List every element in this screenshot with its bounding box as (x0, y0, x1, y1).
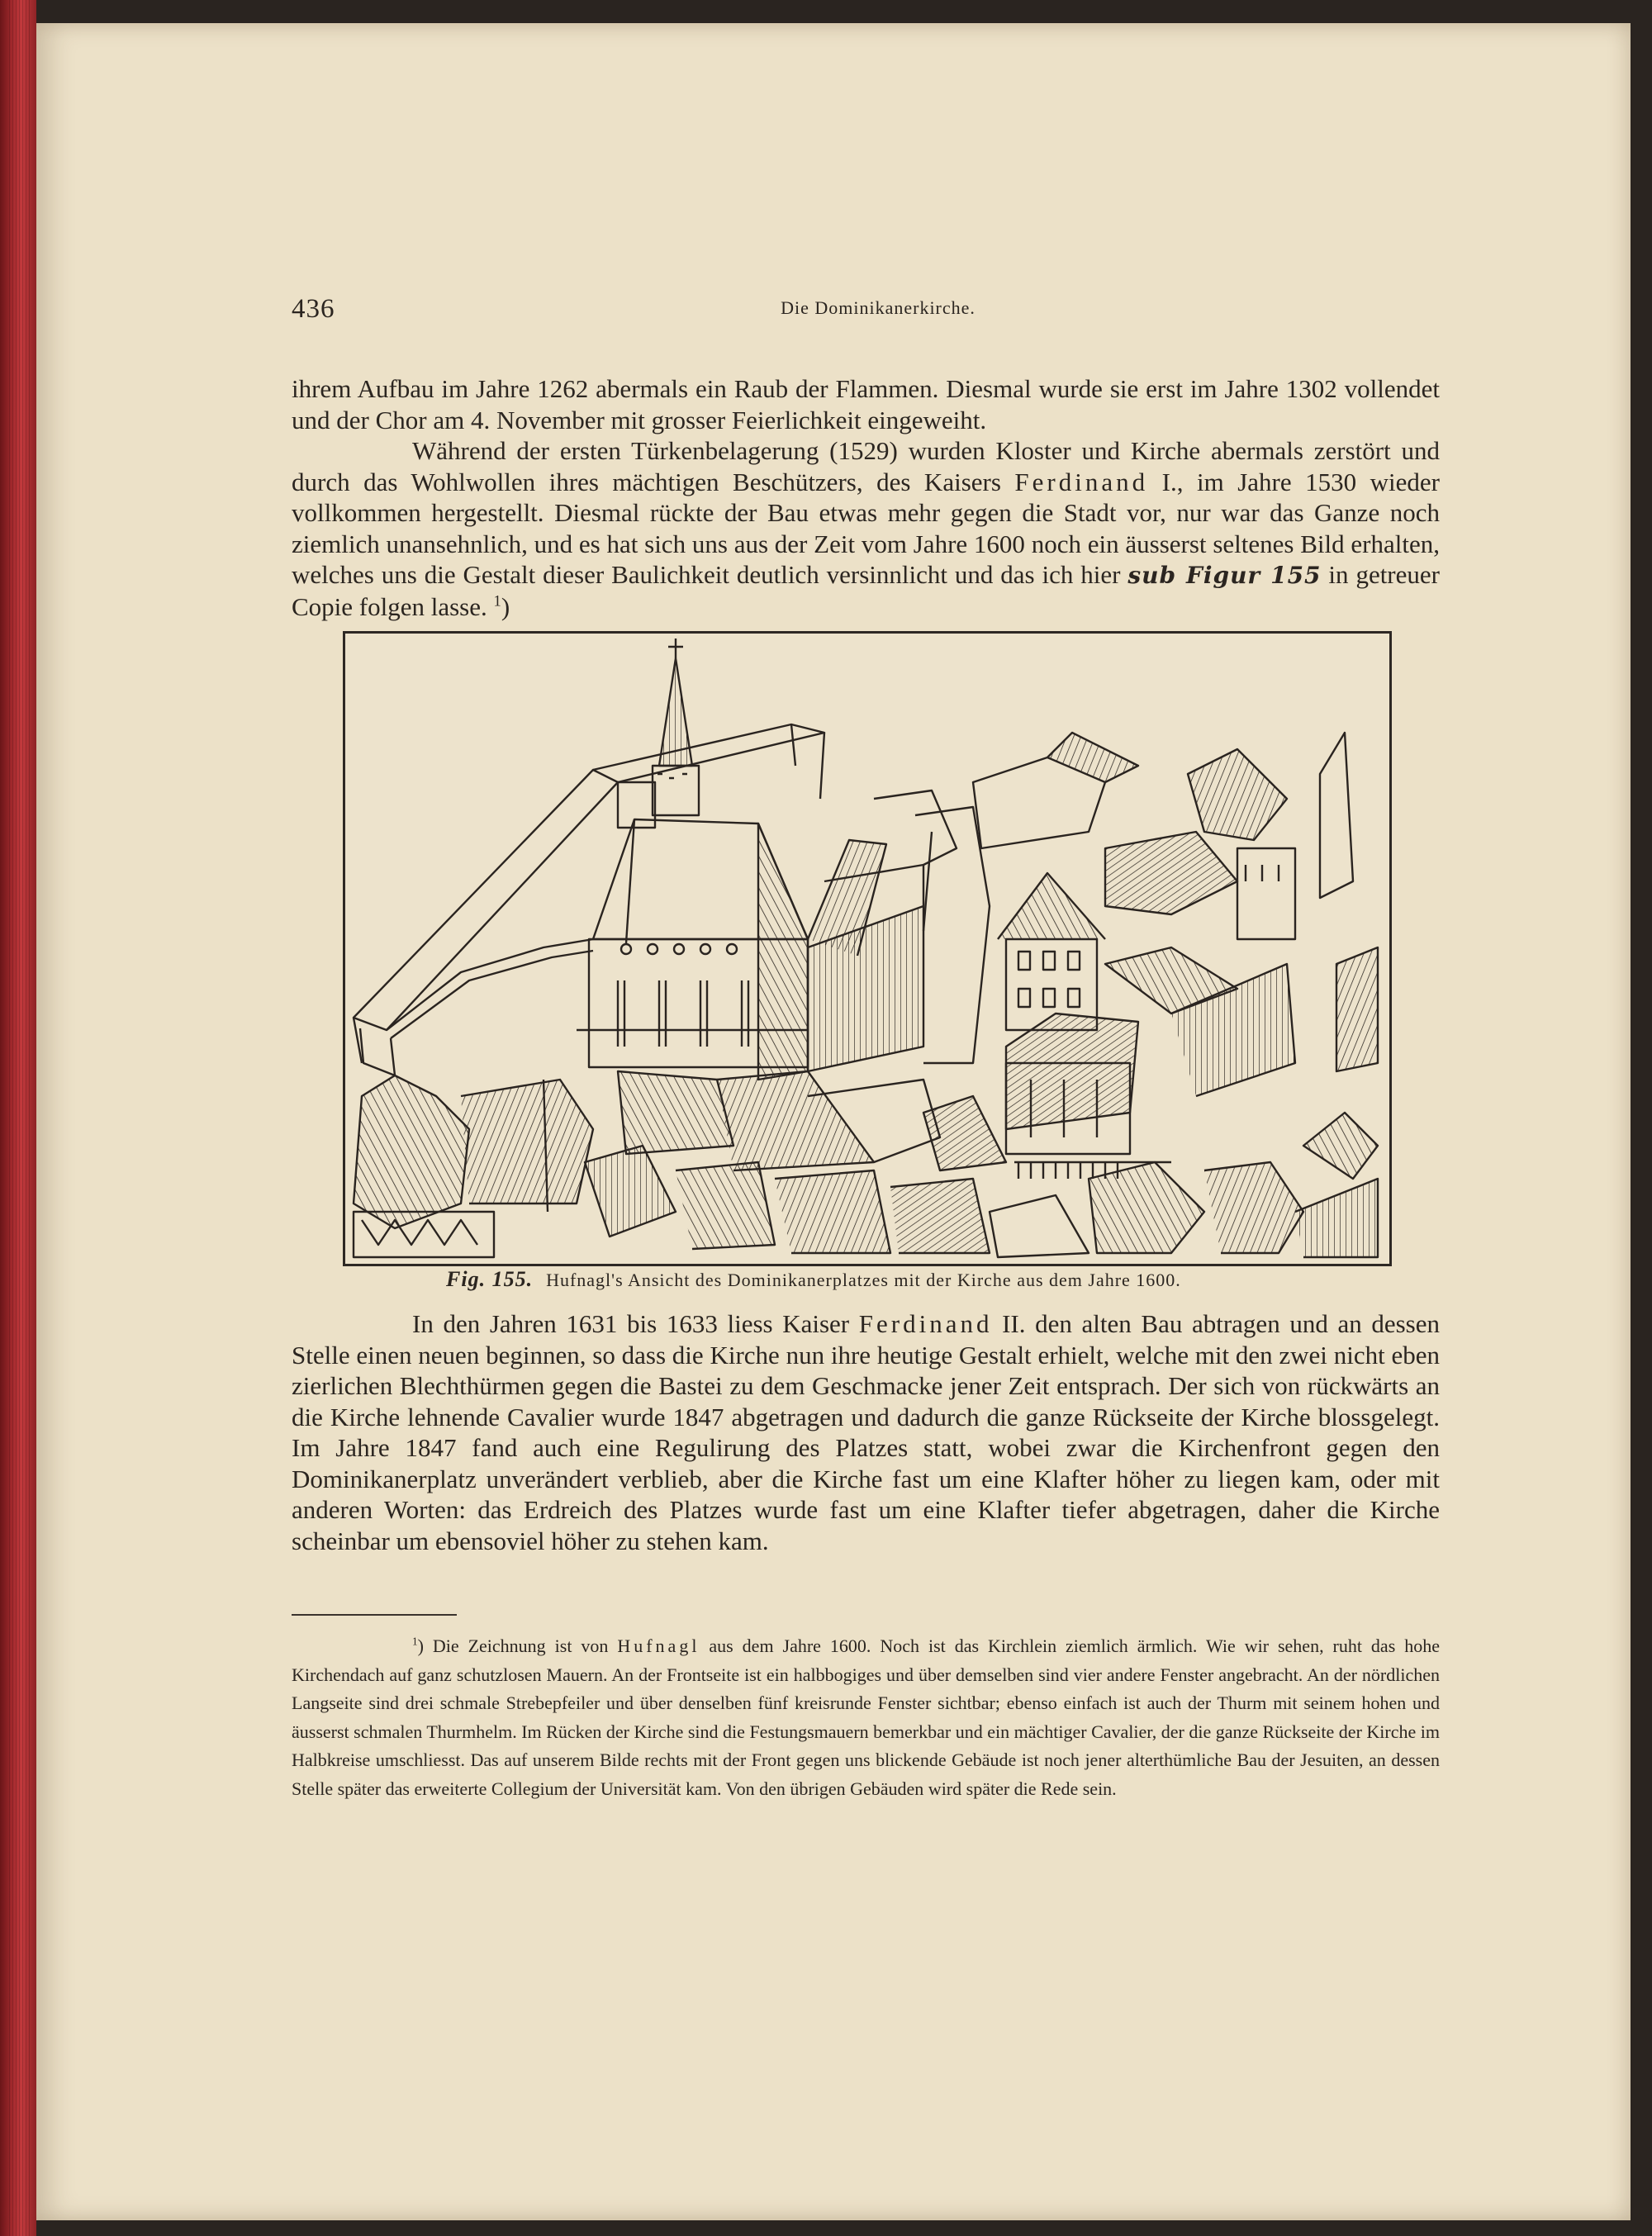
running-title: Die Dominikanerkirche. (781, 297, 976, 318)
figure-reference: sub Figur 155 (1127, 562, 1322, 589)
paragraph-2-text-b: I., im Jahre 1530 wieder vollkommen hergestellt. Diesmal rückte der Bau etwas mehr gegen die Stadt vor, nur war das Ganze noch ziemlich unansehnlich, und es hat sich uns aus der Zeit vom Jahre 1600 noch ein äusserst seltenes Bild erhalten, welches uns die Gestalt dieser Baulichkeit deutlich versinnlicht und das ich hier (292, 467, 1440, 589)
footnote-text-a: ) Die Zeichnung ist von (417, 1635, 618, 1656)
footnote-marker: 1 (412, 1635, 418, 1648)
page-header (292, 294, 1448, 327)
paragraph-3-text-a: In den Jahren 1631 bis 1633 liess Kaiser (412, 1309, 859, 1338)
paragraph-2-text-a: Während der ersten Türkenbelagerung (1529) wurden Kloster und Kirche abermals zerstört und durch das Wohlwollen ihres mächtigen Beschützers, des Kaisers (292, 436, 1440, 496)
paragraph-2 (292, 435, 1440, 622)
name-hufnagl: Hufnagl (617, 1635, 700, 1656)
figure-caption-text: Hufnagl's Ansicht des Dominikanerplatzes mit der Kirche aus dem Jahre 1600. (546, 1270, 1181, 1290)
footnote-text-b: aus dem Jahre 1600. Noch ist das Kirchlein ziemlich ärmlich. Wie wir sehen, ruht das hohe Kirchendach auf ganz schutzlosen Mauern. An der Frontseite ist ein halbbogiges und über demselben sind vier andere Fenster angebracht. An der nördlichen Langseite sind drei schmale Strebepfeiler und über denselben fünf kreisrunde Fenster sichtbar; ebenso einfach ist auch der Thurm mit seinem hohen und äusserst schmalen Thurmhelm. Im Rücken der Kirche sind die Festungsmauern bemerkbar und ein mächtiger Cavalier, der die ganze Rückseite der Kirche im Halbkreise umschliesst. Das auf unserem Bilde rechts mit der Front gegen uns blickende Gebäude ist noch jener alterthümliche Bau der Jesuiten, an dessen Stelle später das erweiterte Collegium der Universität kam. Von den übrigen Gebäuden wird später die Rede sein. (292, 1635, 1440, 1799)
second-church (1006, 1014, 1171, 1179)
book-edge-lines (7, 0, 31, 2236)
name-ferdinand-2: Ferdinand (858, 1309, 993, 1338)
paragraph-1: ihrem Aufbau im Jahre 1262 abermals ein Raub der Flammen. Diesmal wurde sie erst im Jahre 1302 vollendet und der Chor am 4. November mit grosser Feierlichkeit eingeweiht. (292, 374, 1440, 434)
footnote-divider (292, 1614, 457, 1616)
figure-155-engraving (343, 631, 1392, 1266)
page-number: 436 (292, 294, 335, 324)
bottom-crenellation (354, 1212, 494, 1257)
engraving-drawing (345, 634, 1389, 1264)
footnote-1 (292, 1632, 1440, 1803)
paragraph-2-text-c: in getreuer Copie folgen lasse. (292, 560, 1440, 621)
name-ferdinand-1: Ferdinand (1014, 467, 1149, 496)
paragraph-3 (292, 1308, 1440, 1556)
church-tower (618, 639, 699, 828)
figure-caption (446, 1267, 1388, 1292)
lower-rooftops (585, 1071, 1378, 1257)
footnote-reference: 1 (493, 592, 501, 610)
figure-label: Fig. 155. (446, 1267, 534, 1291)
paragraph-3-text-b: II. den alten Bau abtragen und an dessen Stelle einen neuen beginnen, so dass die Kirche nun ihre heutige Gestalt erhielt, welche mit den zwei nicht eben zierlichen Blechthürmen gegen die Bastei zu dem Geschmacke jener Zeit entsprach. Der sich von rückwärts an die Kirche lehnende Cavalier wurde 1847 abgetragen und dadurch die ganze Rückseite der Kirche blossgelegt. Im Jahre 1847 fand auch eine Regulirung des Platzes statt, wobei zwar die Kirchenfront gegen den Dominikanerplatz unverändert verblieb, aber die Kirche fast um eine Klafter höher zu liegen kam, oder mit anderen Worten: das Erdreich des Platzes wurde fast um eine Klafter tiefer abgetragen, daher die Kirche scheinbar um ebensoviel höher zu stehen kam. (292, 1309, 1440, 1555)
paragraph-2-text-d: ) (501, 591, 510, 621)
